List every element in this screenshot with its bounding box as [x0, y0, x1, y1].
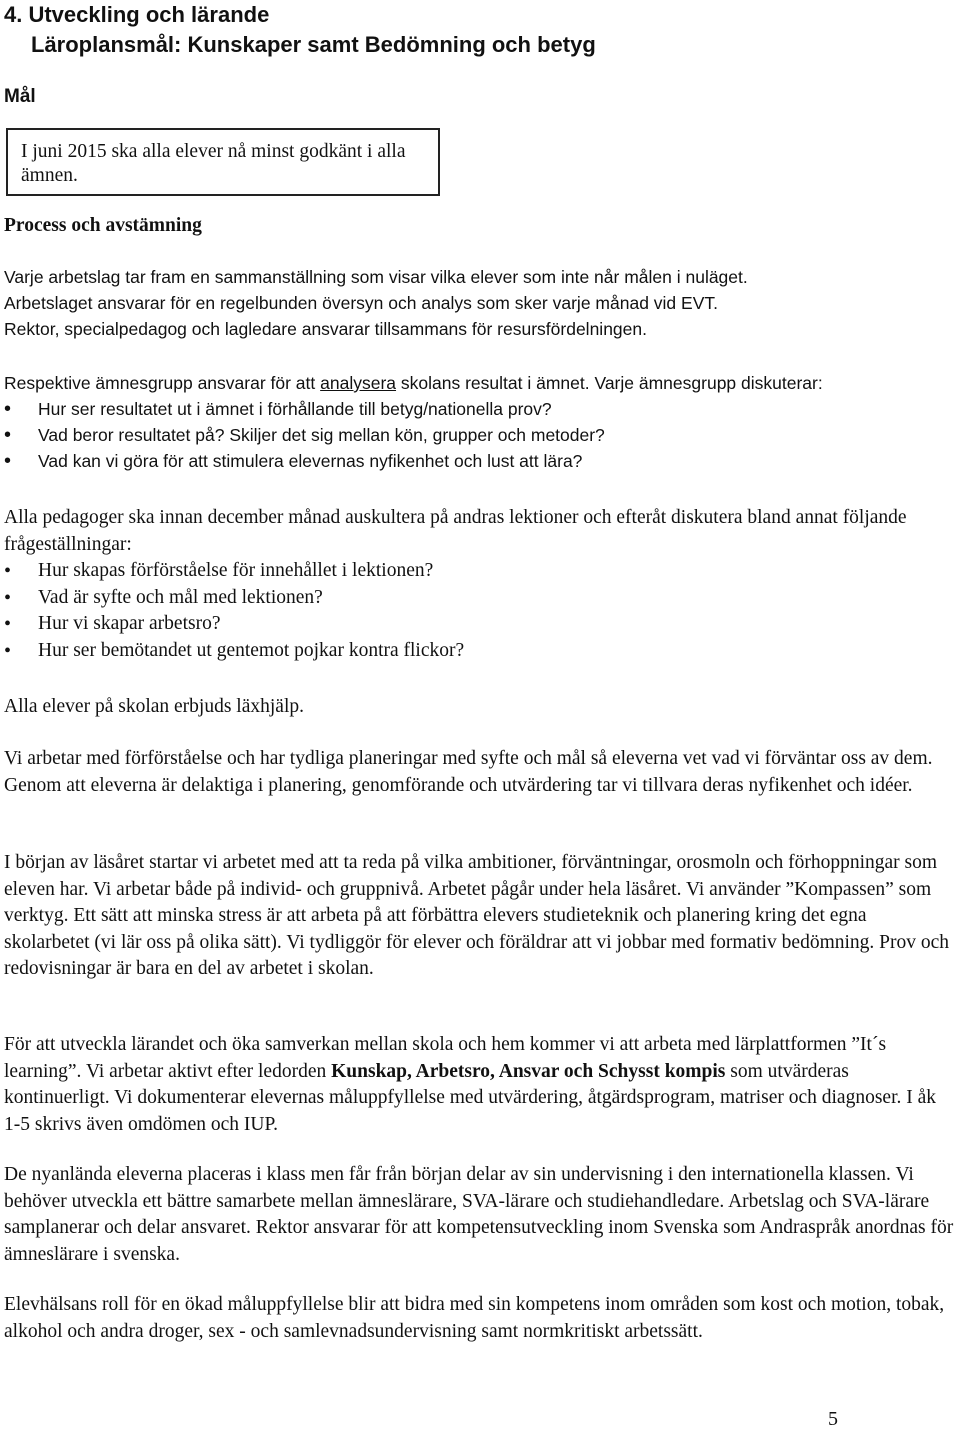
process-heading: Process och avstämning [4, 215, 202, 236]
list-item: • Hur vi skapar arbetsro? [4, 611, 956, 638]
homework-paragraph: Alla elever på skolan erbjuds läxhjälp. [4, 696, 304, 717]
page-number: 5 [828, 1408, 838, 1430]
intro-text-end: skolans resultat i ämnet. Varje ämnesgrupp diskuterar: [396, 373, 823, 393]
intro-text: Respektive ämnesgrupp ansvarar för att [4, 373, 321, 393]
section-title: 4. Utveckling och lärande [4, 2, 270, 27]
list-item: • Vad beror resultatet på? Skiljer det sig mellan kön, grupper och metoder? [4, 422, 960, 448]
section-subtitle: Läroplansmål: Kunskaper samt Bedömning och betyg [31, 32, 596, 57]
list-item: • Vad kan vi göra för att stimulera elevernas nyfikenhet och lust att lära? [4, 448, 960, 474]
subject-groups-intro [4, 370, 960, 396]
list-item: • Vad är syfte och mål med lektionen? [4, 585, 956, 612]
list-item: • Hur skapas förförståelse för innehållet i lektionen? [4, 558, 956, 585]
goal-heading: Mål [4, 86, 36, 107]
process-line: Rektor, specialpedagog och lagledare ansvarar tillsammans för resursfördelningen. [4, 319, 647, 339]
list-item: • Hur ser bemötandet ut gentemot pojkar kontra flickor? [4, 638, 956, 665]
newcomers-paragraph: De nyanlända eleverna placeras i klass men får från början delar av sin undervisning i den internationella klassen. Vi behöver utveckla ett bättre samarbete mellan ämneslärare, SVA-lärare och studiehandledare. Arbetslag och SVA-lärare samplanerar och delar ansvaret. Rektor ansvarar för att kompetensutveckling inom Svenska som Andraspråk anordnas för ämneslärare i svenska. [4, 1164, 954, 1265]
list-item: • Hur ser resultatet ut i ämnet i förhållande till betyg/nationella prov? [4, 396, 960, 422]
student-health-paragraph: Elevhälsans roll för en ökad måluppfyllelse blir att bidra med sin kompetens inom områden som kost och motion, tobak, alkohol och andra droger, sex - och samlevnadsundervisning samt normkritiskt arbetssätt. [4, 1294, 945, 1342]
learning-platform-paragraph [4, 1032, 956, 1138]
core-values: Kunskap, Arbetsro, Ansvar och Schysst kompis [331, 1060, 726, 1082]
section-heading [4, 0, 944, 60]
goal-box [6, 128, 440, 196]
goal-text: I juni 2015 ska alla elever nå minst godkänt i alla ämnen. [21, 141, 406, 186]
subject-groups-list [4, 396, 960, 474]
learning-platform-text: För att utveckla lärandet och öka samverkan mellan skola och hem kommer vi att arbeta med lärplattformen ”It´s learning”. Vi arbetar aktivt efter ledorden [4, 1034, 887, 1082]
learning-platform-text-end: som utvärderas kontinuerligt. Vi dokumenterar elevernas måluppfyllelse med utvärdering, åtgärdsprogram, matriser och diagnoser. I åk 1-5 skrivs även omdömen och IUP. [4, 1060, 937, 1135]
understanding-paragraph: Vi arbetar med förförståelse och har tydliga planeringar med syfte och mål så eleverna vet vad vi förväntar oss av dem. Genom att eleverna är delaktiga i planering, genomförande och utvärdering tar vi tillvara deras nyfikenhet och idéer. [4, 748, 933, 796]
auscultation-section [4, 505, 956, 664]
auscultation-intro: Alla pedagoger ska innan december månad auskultera på andras lektioner och efteråt diskutera bland annat följande frågeställningar: [4, 507, 907, 555]
process-line: Varje arbetslag tar fram en sammanställning som visar vilka elever som inte når målen i nuläget. [4, 267, 748, 287]
school-year-paragraph: I början av läsåret startar vi arbetet med att ta reda på vilka ambitioner, förväntningar, orosmoln och förhoppningar som eleven har. Vi arbetar både på individ- och gruppnivå. Arbetet pågår under hela läsåret. Vi använder ”Kompassen” som verktyg. Ett sätt att minska stress är att arbeta på att förbättra elevers studieteknik och planering kring det egna skolarbetet (vi lär oss på olika sätt). Vi tydliggör för elever och föräldrar att vi jobbar med formativ bedömning. Prov och redovisningar är bara en del av arbetet i skolan. [4, 852, 950, 979]
process-paragraph [4, 264, 960, 342]
analysera-underlined: analysera [320, 373, 397, 393]
auscultation-list [4, 558, 956, 664]
process-line: Arbetslaget ansvarar för en regelbunden översyn och analys som sker varje månad vid EVT. [4, 293, 718, 313]
subject-groups-section [4, 370, 960, 474]
